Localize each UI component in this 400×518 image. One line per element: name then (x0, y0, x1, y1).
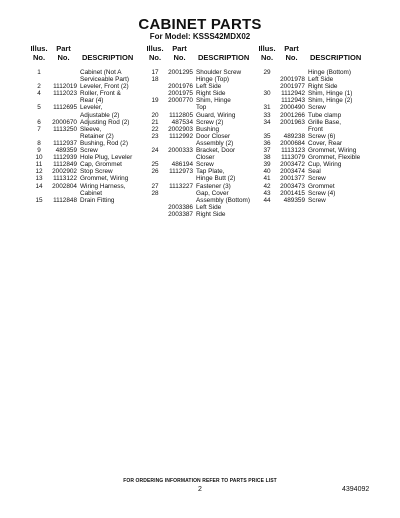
illus-number: 34 (263, 118, 271, 126)
illus-number (256, 126, 278, 133)
part-number: 489359 (55, 147, 77, 155)
part-description: Fastener (3) (196, 182, 231, 190)
parts-row (28, 104, 140, 111)
part-description: Retainer (2) (80, 132, 114, 140)
parts-row (144, 76, 250, 83)
part-description: Drain Fitting (80, 196, 115, 204)
part-number: 486194 (171, 161, 193, 169)
part-description: Closer (196, 154, 215, 162)
illus-header (256, 45, 278, 62)
part-number: 1112943 (281, 97, 305, 105)
part-description: Hole Plug, Leveler (80, 154, 133, 162)
illus-header (144, 45, 166, 62)
description-header-label: DESCRIPTION (198, 52, 250, 62)
parts-row (28, 175, 140, 182)
part-header (166, 45, 196, 62)
part-number (50, 76, 80, 83)
part-header-line1: Part (172, 44, 187, 53)
illus-number: 41 (263, 175, 271, 183)
parts-row (256, 69, 386, 76)
part-number: 2002902 (52, 168, 77, 176)
part-description: Seal (308, 168, 321, 176)
part-number: 2001266 (280, 111, 305, 119)
part-number (166, 104, 196, 111)
parts-row (144, 104, 250, 111)
parts-row (144, 97, 250, 104)
part-number: 1112937 (53, 139, 77, 147)
parts-row (28, 168, 140, 175)
parts-row (144, 197, 250, 204)
part-number: 1112973 (169, 168, 193, 176)
part-description: Stop Screw (80, 168, 113, 176)
part-description: Cabinet (80, 189, 103, 197)
part-description: Front (308, 125, 323, 133)
parts-row (144, 112, 250, 119)
parts-column-1 (28, 45, 140, 204)
part-number: 2000490 (280, 104, 305, 112)
part-number: 1112695 (53, 104, 77, 112)
part-header-line2: No. (173, 52, 186, 62)
illus-number: 8 (37, 139, 41, 147)
page-title: CABINET PARTS (138, 16, 262, 33)
part-description: Screw (2) (196, 118, 224, 126)
part-number: 2000333 (168, 147, 193, 155)
part-description: Tap Plate, (196, 168, 225, 176)
parts-row (256, 140, 386, 147)
illus-number: 11 (35, 161, 43, 169)
parts-row (256, 83, 386, 90)
part-description: Cap, Grommet (80, 161, 122, 169)
column-header (144, 45, 250, 62)
illus-number: 43 (263, 189, 271, 197)
description-header-label: DESCRIPTION (310, 52, 362, 62)
part-number: 2001377 (280, 175, 305, 183)
parts-row (28, 140, 140, 147)
illus-number (28, 76, 50, 83)
part-number: 2003472 (280, 161, 305, 169)
parts-row (144, 119, 250, 126)
part-number: 1113250 (53, 125, 77, 133)
part-description: Wiring Harness, (80, 182, 126, 190)
illus-number: 27 (151, 182, 159, 190)
part-number (166, 154, 196, 161)
parts-row (256, 76, 386, 83)
part-number: 2000684 (280, 139, 305, 147)
illus-number: 40 (263, 168, 271, 176)
parts-row (28, 112, 140, 119)
part-number (50, 190, 80, 197)
parts-row (144, 133, 250, 140)
illus-number: 28 (151, 189, 159, 197)
illus-header-line2: No. (260, 52, 274, 62)
illus-number: 17 (151, 69, 159, 76)
parts-row (28, 83, 140, 90)
parts-row (144, 147, 250, 154)
part-description: Guard, Wiring (196, 111, 236, 119)
part-description: Screw (308, 196, 326, 204)
illus-number: 36 (263, 139, 271, 147)
parts-row (144, 190, 250, 197)
part-description: Cabinet (Not A (80, 69, 122, 76)
part-number: 1113122 (53, 175, 77, 183)
part-number: 2001963 (280, 118, 305, 126)
illus-number: 13 (35, 175, 43, 183)
parts-row (28, 190, 140, 197)
part-header-line1: Part (56, 44, 71, 53)
illus-header-line1: Illus. (258, 44, 276, 53)
illus-header-line2: No. (32, 52, 46, 62)
part-number: 2003473 (280, 182, 305, 190)
illus-number (144, 211, 166, 218)
illus-number: 6 (37, 118, 41, 126)
illus-number: 33 (263, 111, 271, 119)
illus-number: 5 (37, 104, 41, 112)
part-number: 1112849 (53, 161, 77, 169)
illus-number: 37 (263, 147, 271, 155)
parts-row (256, 133, 386, 140)
part-number: 1112023 (53, 90, 77, 98)
part-description: Right Side (196, 90, 226, 98)
part-description: Bushing, Rod (2) (80, 139, 128, 147)
part-description: Roller, Front & (80, 90, 121, 98)
part-number (166, 190, 196, 197)
part-header (278, 45, 308, 62)
part-number: 2003386 (168, 203, 193, 211)
part-description: Left Side (308, 76, 334, 84)
page-number: 2 (198, 486, 202, 493)
part-description: Screw (6) (308, 132, 336, 140)
parts-row (28, 161, 140, 168)
column-header (256, 45, 386, 62)
parts-row (28, 90, 140, 97)
illus-number: 25 (151, 161, 159, 169)
part-description: Rear (4) (80, 97, 104, 105)
part-description: Gap, Cover (196, 189, 229, 197)
part-description: Sleeve, (80, 125, 102, 133)
part-description: Grommet, Flexible (308, 154, 361, 162)
illus-number: 12 (35, 168, 43, 176)
parts-row (144, 90, 250, 97)
description-header (80, 45, 140, 62)
part-description: Grommet, Wiring (80, 175, 129, 183)
illus-number (256, 76, 278, 83)
part-number: 2001978 (280, 76, 305, 84)
part-number (166, 175, 196, 182)
ordering-note: FOR ORDERING INFORMATION REFER TO PARTS PRICE LIST (123, 478, 277, 484)
illus-number: 30 (263, 90, 271, 98)
illus-number: 29 (263, 69, 271, 76)
part-description: Assembly (Bottom) (196, 196, 250, 204)
illus-number (144, 154, 166, 161)
illus-header-line2: No. (148, 52, 162, 62)
parts-row (28, 69, 140, 76)
parts-row (144, 140, 250, 147)
part-number: 1113227 (169, 182, 193, 190)
part-number: 2003474 (280, 168, 305, 176)
part-number: 1112805 (169, 111, 193, 119)
illus-number: 15 (35, 196, 43, 204)
part-description: Cover, Rear (308, 139, 343, 147)
parts-row (144, 175, 250, 182)
part-number: 2000770 (168, 97, 193, 105)
illus-number: 26 (151, 168, 159, 176)
illus-number (144, 197, 166, 204)
illus-number: 44 (263, 196, 271, 204)
parts-column-3 (256, 45, 386, 204)
part-description: Hinge (Bottom) (308, 69, 351, 76)
illus-header-line1: Illus. (30, 44, 48, 53)
part-number (166, 140, 196, 147)
part-number: 1112019 (53, 83, 77, 91)
description-header (196, 45, 250, 62)
illus-number (28, 97, 50, 104)
part-description: Shim, Hinge (196, 97, 231, 105)
illus-number: 20 (151, 111, 159, 119)
part-number: 2001977 (280, 83, 305, 91)
parts-row (144, 69, 250, 76)
part-description: Shim, Hinge (1) (308, 90, 353, 98)
column-header (28, 45, 140, 62)
parts-row (144, 154, 250, 161)
parts-row (144, 83, 250, 90)
part-number: 1112942 (281, 90, 305, 98)
illus-number: 22 (151, 125, 159, 133)
part-number: 2001415 (280, 189, 305, 197)
part-description: Cup, Wiring (308, 161, 342, 169)
part-description: Top (196, 104, 207, 112)
illus-number (144, 204, 166, 211)
part-description: Screw (308, 104, 326, 112)
parts-row (28, 133, 140, 140)
part-number: 1113079 (281, 154, 305, 162)
part-number (50, 112, 80, 119)
parts-row (28, 126, 140, 133)
part-number: 2001295 (168, 69, 193, 76)
part-description: Adjustable (2) (80, 111, 120, 119)
parts-row (256, 175, 386, 182)
parts-row (28, 97, 140, 104)
part-description: Bracket, Door (196, 147, 236, 155)
part-description: Adjusting Rod (2) (80, 118, 130, 126)
part-description: Right Side (196, 210, 226, 218)
part-number: 2002804 (52, 182, 77, 190)
illus-number (256, 97, 278, 104)
part-description: Bushing (196, 125, 220, 133)
illus-number: 21 (151, 118, 159, 126)
parts-row (144, 204, 250, 211)
part-number (50, 97, 80, 104)
part-description: Tube clamp (308, 111, 342, 119)
part-description: Serviceable Part) (80, 76, 130, 84)
part-number: 2002903 (168, 125, 193, 133)
part-description: Grommet (308, 182, 335, 190)
illus-header-line1: Illus. (146, 44, 164, 53)
parts-row (256, 112, 386, 119)
illus-number (28, 190, 50, 197)
part-description: Screw (80, 147, 98, 155)
part-number: 2001975 (168, 90, 193, 98)
part-number: 2001976 (168, 83, 193, 91)
illus-number: 19 (151, 97, 159, 105)
illus-number (256, 83, 278, 90)
part-number: 487534 (171, 118, 193, 126)
part-header-line2: No. (57, 52, 70, 62)
part-number (50, 133, 80, 140)
part-description: Hinge Butt (2) (196, 175, 236, 183)
parts-row (144, 126, 250, 133)
part-number: 2000670 (52, 118, 77, 126)
parts-row (256, 119, 386, 126)
part-number: 1113123 (281, 147, 305, 155)
parts-row (256, 161, 386, 168)
illus-number (144, 83, 166, 90)
illus-number: 10 (35, 154, 43, 162)
illus-number: 1 (37, 69, 41, 76)
part-number: 1112992 (169, 132, 193, 140)
illus-number: 38 (263, 154, 271, 162)
part-description: Grommet, Wiring (308, 147, 357, 155)
illus-number (144, 175, 166, 182)
illus-number: 39 (263, 161, 271, 169)
parts-row (256, 97, 386, 104)
illus-number: 23 (151, 132, 159, 140)
illus-number: 4 (37, 90, 41, 98)
part-description: Grille Base, (308, 118, 342, 126)
parts-row (256, 190, 386, 197)
parts-row (28, 119, 140, 126)
parts-row (256, 90, 386, 97)
parts-row (28, 154, 140, 161)
illus-number (144, 104, 166, 111)
part-header-line1: Part (284, 44, 299, 53)
part-number (50, 69, 80, 76)
part-description: Screw (308, 175, 326, 183)
illus-header (28, 45, 50, 62)
model-subtitle: For Model: KSSS42MDX02 (149, 32, 251, 41)
part-description: Screw (4) (308, 189, 336, 197)
part-number: 489359 (283, 196, 305, 204)
parts-row (28, 76, 140, 83)
parts-row (256, 104, 386, 111)
part-description: Shoulder Screw (196, 69, 242, 76)
part-description: Leveler, Front (2) (80, 83, 129, 91)
part-number: 2003387 (168, 210, 193, 218)
illus-number: 9 (37, 147, 41, 155)
illus-number (28, 112, 50, 119)
illus-number: 42 (263, 182, 271, 190)
part-header-line2: No. (285, 52, 298, 62)
part-number (166, 197, 196, 204)
part-number: 1112848 (53, 196, 77, 204)
part-number (278, 69, 308, 76)
parts-row (144, 183, 250, 190)
illus-number (144, 90, 166, 97)
parts-row (256, 147, 386, 154)
parts-row (28, 183, 140, 190)
part-description: Left Side (196, 83, 222, 91)
part-header (50, 45, 80, 62)
part-description: Right Side (308, 83, 338, 91)
description-header (308, 45, 386, 62)
part-description: Assembly (2) (196, 139, 234, 147)
part-number: 1112939 (53, 154, 77, 162)
illus-number: 31 (263, 104, 271, 112)
parts-row (256, 168, 386, 175)
parts-row (256, 154, 386, 161)
description-header-label: DESCRIPTION (82, 52, 134, 62)
parts-row (144, 161, 250, 168)
illus-number: 24 (151, 147, 159, 155)
parts-row (256, 183, 386, 190)
illus-number: 35 (263, 132, 271, 140)
part-description: Leveler, (80, 104, 103, 112)
part-description: Screw (196, 161, 214, 169)
parts-row (144, 211, 250, 218)
illus-number: 7 (37, 125, 41, 133)
illus-number: 14 (35, 182, 43, 190)
part-description: Door Closer (196, 132, 231, 140)
illus-number: 2 (37, 83, 41, 91)
parts-row (256, 197, 386, 204)
part-number: 489238 (283, 132, 305, 140)
illus-number: 18 (151, 76, 159, 84)
parts-row (28, 147, 140, 154)
part-number (166, 76, 196, 83)
part-description: Left Side (196, 203, 222, 211)
illus-number (144, 140, 166, 147)
parts-column-2 (144, 45, 250, 218)
part-number (278, 126, 308, 133)
document-number: 4394092 (342, 486, 370, 493)
illus-number (28, 133, 50, 140)
part-description: Shim, Hinge (2) (308, 97, 353, 105)
parts-row (28, 197, 140, 204)
parts-row (144, 168, 250, 175)
part-description: Hinge (Top) (196, 76, 230, 84)
parts-row (256, 126, 386, 133)
